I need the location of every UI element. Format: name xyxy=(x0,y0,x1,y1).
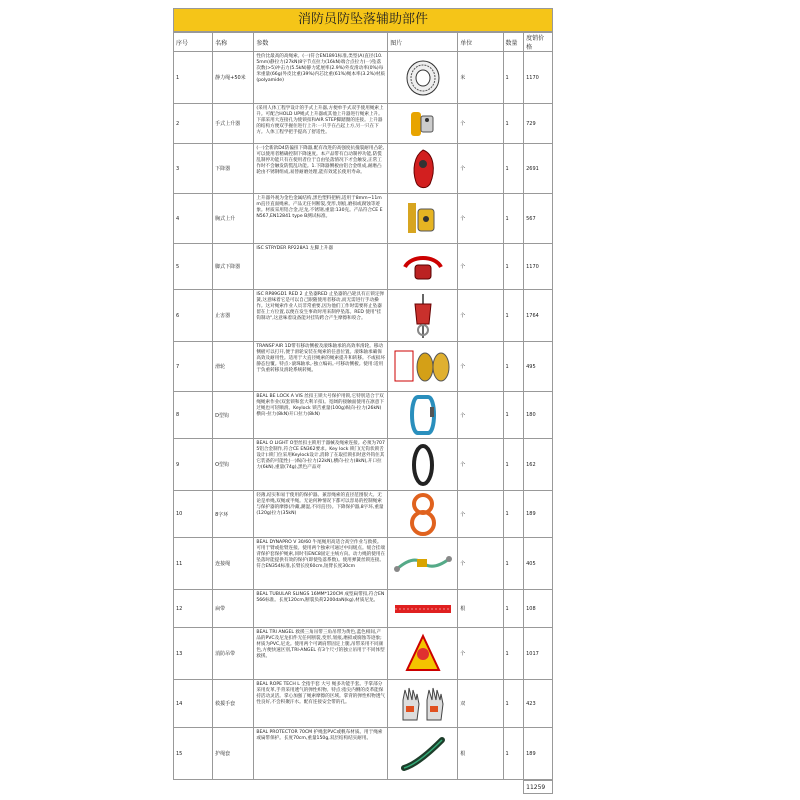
row-image xyxy=(388,342,458,392)
header-unit: 单位 xyxy=(458,33,503,52)
table-row xyxy=(174,290,553,342)
row-no: 15 xyxy=(174,728,213,780)
row-price: 180 xyxy=(524,392,553,439)
row-param: BEAL BE LOCK A VIS 丝扣王锁大号保护用锁,它特别适合于双绳绳索作业(双套锁和套大利羊扣)。宽阔的接触面使用在凛意下过绳也可轻顺滑。Keylock 锁舌重量(100g)纵向-拉力(26kN)横向-拉力(8kN)开口拉力(8kN) xyxy=(254,392,388,439)
header-row xyxy=(174,33,553,52)
total-row xyxy=(173,781,553,794)
row-name: D型钩 xyxy=(213,392,254,439)
row-image xyxy=(388,194,458,244)
table-row xyxy=(174,194,553,244)
row-name: 滑轮 xyxy=(213,342,254,392)
row-image xyxy=(388,104,458,144)
row-price: 729 xyxy=(524,104,553,144)
row-unit: 根 xyxy=(458,728,503,780)
row-name: 护绳套 xyxy=(213,728,254,780)
row-unit: 个 xyxy=(458,144,503,194)
row-image xyxy=(388,144,458,194)
row-no: 3 xyxy=(174,144,213,194)
row-name: O型钩 xyxy=(213,439,254,491)
pulley-icon xyxy=(389,347,456,387)
row-qty: 1 xyxy=(503,590,524,628)
row-qty: 1 xyxy=(503,144,524,194)
row-no: 12 xyxy=(174,590,213,628)
row-no: 11 xyxy=(174,538,213,590)
product-table xyxy=(173,32,553,780)
table-row xyxy=(174,104,553,144)
row-unit: 个 xyxy=(458,628,503,680)
row-name: 连接绳 xyxy=(213,538,254,590)
row-no: 14 xyxy=(174,680,213,728)
header-qty: 数量 xyxy=(503,33,524,52)
row-price: 1170 xyxy=(524,244,553,290)
row-qty: 1 xyxy=(503,392,524,439)
row-qty: 1 xyxy=(503,290,524,342)
row-no: 1 xyxy=(174,52,213,104)
foot-ascender-icon xyxy=(389,249,456,285)
row-param: (采用人体工程学设计的手式上升器,方便单手式双手使用绳索上升。可配合HOLD UP绳式上升器或其他上升器进行绳索上升。下部采用大连接孔为使锁扣和AIR STEP脚踏圈的连接。上升器的结构方便双手握住进行上升:一只手在凸起上方,另一只在下方。人体工程学把手提高了舒适性。 xyxy=(254,104,388,144)
gloves-icon xyxy=(389,684,456,724)
total-table xyxy=(173,780,553,794)
row-price: 423 xyxy=(524,680,553,728)
row-param: BEAL O LIGHT O型丝扣主锁用于器械及绳索连接。必须为7075铝合金制作,符合CE EN362要求。Key lock 锁门(无钩状锁舌设计):锁门位采用Keylock设计,消除了在取挂锁扣时意外钩住其它装备的可能性(一)纵向-拉力(22kN),横向-拉力(8kN),开口拉力(6kN),重量(74g),黑色产品对 xyxy=(254,439,388,491)
row-no: 6 xyxy=(174,290,213,342)
row-name: 下降器 xyxy=(213,144,254,194)
row-param: BEAL TUBULAR SLINGS 16MM*120CM 成型扁带扣,符合EN566标准。长度120cm,断裂负荷2200daN(kg),材质尼龙。 xyxy=(254,590,388,628)
table-row xyxy=(174,144,553,194)
row-image xyxy=(388,290,458,342)
row-price: 2691 xyxy=(524,144,553,194)
row-price: 108 xyxy=(524,590,553,628)
header-name: 名称 xyxy=(213,33,254,52)
row-no: 8 xyxy=(174,392,213,439)
row-qty: 1 xyxy=(503,680,524,728)
row-unit: 个 xyxy=(458,342,503,392)
row-name: 脚式下降器 xyxy=(213,244,254,290)
carabiner-d-icon xyxy=(389,393,456,437)
row-no: 7 xyxy=(174,342,213,392)
row-no: 2 xyxy=(174,104,213,144)
row-qty: 1 xyxy=(503,491,524,538)
row-param: BEAL ROPE TECH L 全指手套 大号 绳多功能手套。手掌部分采用皮革,手背采用透气的弹性织物。特点:指尖内侧的皮革能保持活动灵活。掌心加强了绳索摩擦的区域。掌背的弹性织物透气性良好,不会积聚汗水。配有连接安全带的孔。 xyxy=(254,680,388,728)
lanyard-icon xyxy=(389,549,456,579)
sling-icon xyxy=(389,601,456,617)
row-image xyxy=(388,52,458,104)
row-price: 405 xyxy=(524,538,553,590)
row-unit: 个 xyxy=(458,439,503,491)
table-row xyxy=(174,590,553,628)
row-param: ISC RP89GD1 RED 2 止坠器RED 止坠器的凸轮具有正锁定弹簧,这意味着它是可以自己跟随使用者移动,而无需进行手动操作。这对绳索作业人员非常重要,因为他们工作时需要将止坠器留在上方位置,以便在发生事故时用来制停坠落。RED 使用"挂钩制动",这意味着设备能对挂钩跨合产生摩擦和咬合。 xyxy=(254,290,388,342)
row-param: BEAL DYNAPRO V 30/60 牛尾绳用高适合高空作业与救援。可用于臂或抢臂连接。使用两个独索可通过中间缓点。缓合挂端背保护套保护绳索,同时有ENC8固定主绒方向。动力绳的使用在坠落时能提供有效的保护(即使坠落系数)。使用弹簧丝锁连接。符合EN354标准,长臂长度60cm,短臂长度30cm xyxy=(254,538,388,590)
row-qty: 1 xyxy=(503,52,524,104)
row-name: 扁带 xyxy=(213,590,254,628)
row-param: ISC STRYDER RP228A1 左脚上升器 xyxy=(254,244,388,290)
table-row xyxy=(174,538,553,590)
row-image xyxy=(388,680,458,728)
row-price: 1170 xyxy=(524,52,553,104)
row-image xyxy=(388,628,458,680)
row-unit: 个 xyxy=(458,290,503,342)
table-row xyxy=(174,439,553,491)
row-no: 5 xyxy=(174,244,213,290)
row-unit: 个 xyxy=(458,194,503,244)
row-qty: 1 xyxy=(503,104,524,144)
row-qty: 1 xyxy=(503,628,524,680)
table-row xyxy=(174,728,553,780)
row-unit: 个 xyxy=(458,491,503,538)
row-price: 189 xyxy=(524,491,553,538)
row-unit: 个 xyxy=(458,244,503,290)
total-value: 11259 xyxy=(524,781,553,794)
row-no: 13 xyxy=(174,628,213,680)
table-row xyxy=(174,52,553,104)
row-param: BEAL TRI ANGEL 救援三角吊带三角吊带为黄色,蓝色相间,产品的PVC及尼龙扣件无任何断裂,变形,划痕,磨损或腐蚀等迹象;材质为PVC,尼龙。使用两个可调肩带固定上腿,吊带采用不同颜色,方便快速区别,TRI-ANGEL 有3个尺寸的独立吊用于不同体型救援。 xyxy=(254,628,388,680)
row-image xyxy=(388,538,458,590)
row-image xyxy=(388,439,458,491)
hand-ascender-icon xyxy=(389,108,456,140)
rope-protector-icon xyxy=(389,734,456,774)
descender-icon xyxy=(389,148,456,190)
row-unit: 米 xyxy=(458,52,503,104)
row-no: 4 xyxy=(174,194,213,244)
row-unit: 双 xyxy=(458,680,503,728)
row-qty: 1 xyxy=(503,439,524,491)
row-unit: 根 xyxy=(458,590,503,628)
row-unit: 个 xyxy=(458,392,503,439)
row-name: 救援手套 xyxy=(213,680,254,728)
row-price: 495 xyxy=(524,342,553,392)
row-price: 189 xyxy=(524,728,553,780)
figure-eight-icon xyxy=(389,492,456,536)
table-row xyxy=(174,491,553,538)
spreadsheet xyxy=(173,8,553,794)
header-image: 图片 xyxy=(388,33,458,52)
table-row xyxy=(174,392,553,439)
row-qty: 1 xyxy=(503,728,524,780)
row-param: 性价比最高的高绳索。(一)符合EN1891标准,类型(A)直径(10.5mm)静拉力(27kN)8字节点拉力(16kN)端合点拉力(一)坠落次数(>5)冲击力(5.5kN)静力延展率(2.9%)外皮滑动率(0%)每米重量(66g)外皮比重(39%)内芯比重(61%)绳本率(3.2%)材质(polyamide) xyxy=(254,52,388,104)
row-image xyxy=(388,590,458,628)
row-price: 567 xyxy=(524,194,553,244)
row-name: 消防吊带 xyxy=(213,628,254,680)
row-image xyxy=(388,728,458,780)
header-price: 度销价格 xyxy=(524,33,553,52)
row-image xyxy=(388,491,458,538)
row-image xyxy=(388,392,458,439)
row-unit: 个 xyxy=(458,538,503,590)
table-row xyxy=(174,680,553,728)
row-price: 1764 xyxy=(524,290,553,342)
row-qty: 1 xyxy=(503,244,524,290)
row-name: 手式上升器 xyxy=(213,104,254,144)
row-unit: 个 xyxy=(458,104,503,144)
row-qty: 1 xyxy=(503,538,524,590)
table-row xyxy=(174,342,553,392)
header-no: 序号 xyxy=(174,33,213,52)
chest-ascender-icon xyxy=(389,199,456,239)
row-param: (一)全新款D4防偏扭下降器,配有改进的高强度抗撞裂耐用凸轮,可以使用者精确控制下降速度。本产品带有自动制停功能,防慌乱制停功能只有在使用者位于自由坠落情况下才会触发,正常工作时不会触发防慌乱功能。1.下降器侧板由铝合金组成,耐磨凸轮由不锈钢组成,易替耐磨处理,能有效延长使用寿命。 xyxy=(254,144,388,194)
row-price: 1017 xyxy=(524,628,553,680)
row-name: 止害器 xyxy=(213,290,254,342)
row-param: 轻薄,结实和易于使用的保护器。兼容绳索的直径范围很大。无论是单绳,双绳或半绳。无论何种情况下都可以容易的控制绳索与保护器的摩擦(冷藏,潮湿,不同直径)。下降保护器,8字环,重量(120g)拉力(35kN) xyxy=(254,491,388,538)
rope-coil-icon xyxy=(389,58,456,98)
row-param: TRANSF'AIR 1D带有移动侧板及滚珠轴承的高效率滑轮。移动侧板可以打开,便于滑轮安装在绳索的任意位置。滚珠轴承确保高效及耐用性。适用于大直径绳索的绳索提升和转移。不或损坏静态包覆。特点:·滚珠轴承。·独立编码。·可移动侧板。使用:适用于负重转移及滑轮系统转绳。 xyxy=(254,342,388,392)
row-param: BEAL PROTECTOR 70CM 护绳套PVC或帆布材质。用于绳索或扁带保护。长度70cm,重量150g,双层结构结实耐用。 xyxy=(254,728,388,780)
row-name: 胸式上升 xyxy=(213,194,254,244)
carabiner-o-icon xyxy=(389,443,456,487)
row-no: 9 xyxy=(174,439,213,491)
row-qty: 1 xyxy=(503,194,524,244)
table-row xyxy=(174,628,553,680)
fall-arrester-icon xyxy=(389,294,456,338)
row-name: 8字环 xyxy=(213,491,254,538)
sheet-title: 消防员防坠落辅助部件 xyxy=(173,8,553,32)
row-qty: 1 xyxy=(503,342,524,392)
row-image xyxy=(388,244,458,290)
row-param: 上升器外观为金色金属结构,黑色塑料把柄,适用于8mm~11mm直径直面绳索。产品无任何断裂,变形,划痕,磨损或腐蚀等迹象。材质采用铝合金,尼龙,不锈钢,重量:130克。产品符合CE EN567,EN12841 type B测试标准。 xyxy=(254,194,388,244)
header-param: 参数 xyxy=(254,33,388,52)
rescue-triangle-icon xyxy=(389,632,456,676)
table-row xyxy=(174,244,553,290)
row-no: 10 xyxy=(174,491,213,538)
row-price: 162 xyxy=(524,439,553,491)
row-name: 静力绳+50米 xyxy=(213,52,254,104)
